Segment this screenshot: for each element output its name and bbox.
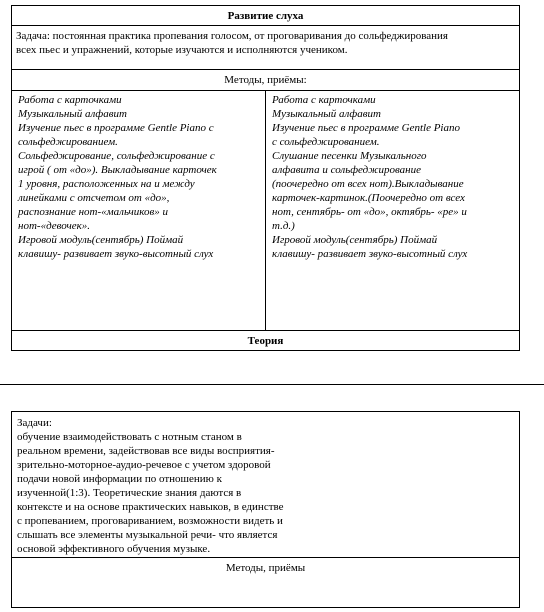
left-line: Музыкальный алфавит — [18, 108, 127, 120]
left-line: сольфеджированием. — [18, 136, 118, 148]
methods-left-column — [12, 91, 266, 331]
task-cell — [12, 26, 520, 70]
right-line: Изучение пьес в программе Gentle Piano — [272, 122, 460, 134]
theory-task-line: слышать все элементы музыкальной речи- что является — [17, 529, 278, 541]
theory-task-line: Задачи: — [17, 417, 52, 429]
left-line: игрой ( от «до»). Выкладывание карточек — [18, 164, 217, 176]
right-line: алфавита и сольфеджирование — [272, 164, 421, 176]
right-line: Слушание песенки Музыкального — [272, 150, 427, 162]
right-line: (поочередно от всех нот).Выкладывание — [272, 178, 464, 190]
section-title — [12, 6, 520, 26]
methods-right-column — [266, 91, 520, 331]
left-line: Сольфеджирование, сольфеджирование с — [18, 150, 215, 162]
theory-task-line: зрительно-моторное-аудио-речевое с учетом здоровой — [17, 459, 271, 471]
left-line: Игровой модуль(сентябрь) Поймай — [18, 234, 184, 246]
left-line: Изучение пьес в программе Gentle Piano с — [18, 122, 214, 134]
left-line: Работа с карточками — [18, 94, 122, 106]
methods-header — [12, 70, 520, 91]
right-line: нот, сентябрь- от «до», октябрь- «ре» и — [272, 206, 467, 218]
left-line: линейками с отсчетом от «до», — [18, 192, 170, 204]
theory-task-line: реальном времени, задействовав все виды восприятия- — [17, 445, 275, 457]
right-line: карточек-картинок.(Поочередно от всех — [272, 192, 465, 204]
right-line: т.д.) — [272, 220, 295, 232]
theory-task-line: подачи новой информации по отношению к — [17, 473, 222, 485]
right-line: клавишу- развивает звуко-высотный слух — [272, 248, 468, 260]
hearing-development-table — [11, 5, 520, 351]
left-line: распознание нот-«мальчиков» и — [18, 206, 169, 218]
theory-task-line: контексте и на основе практических навыков, в единстве — [17, 501, 284, 513]
task-line: Задача: постоянная практика пропевания голосом, от проговаривания до сольфеджирования — [16, 30, 448, 42]
task-line: всех пьес и упражнений, которые изучаются и исполняются учеником. — [16, 44, 348, 56]
left-line: клавишу- развивает звуко-высотный слух — [18, 248, 214, 260]
theory-task-cell — [12, 412, 520, 558]
right-line: с сольфеджированием. — [272, 136, 380, 148]
right-line: Работа с карточками — [272, 94, 376, 106]
theory-table — [11, 411, 520, 608]
theory-methods-label: Методы, приёмы — [225, 562, 306, 574]
theory-label: Теория — [247, 334, 284, 347]
right-line: Игровой модуль(сентябрь) Поймай — [272, 234, 438, 246]
methods-label: Методы, приёмы: — [224, 74, 307, 86]
theory-task-line: с пропеванием, проговариванием, возможности видеть и — [17, 515, 283, 527]
section-title-text: Развитие слуха — [227, 9, 304, 22]
page-separator — [0, 384, 544, 385]
theory-task-line: обучение взаимодействовать с нотным станом в — [17, 431, 242, 443]
left-line: 1 уровня, расположенных на и между — [18, 178, 195, 190]
theory-task-line: основой эффективного обучения музыке. — [17, 543, 211, 555]
theory-header — [12, 331, 520, 351]
theory-task-line: изученной(1:3). Теоретические знания даются в — [17, 487, 242, 499]
right-line: Музыкальный алфавит — [272, 108, 381, 120]
left-line: нот-«девочек». — [18, 220, 91, 232]
theory-methods-header — [12, 558, 520, 608]
